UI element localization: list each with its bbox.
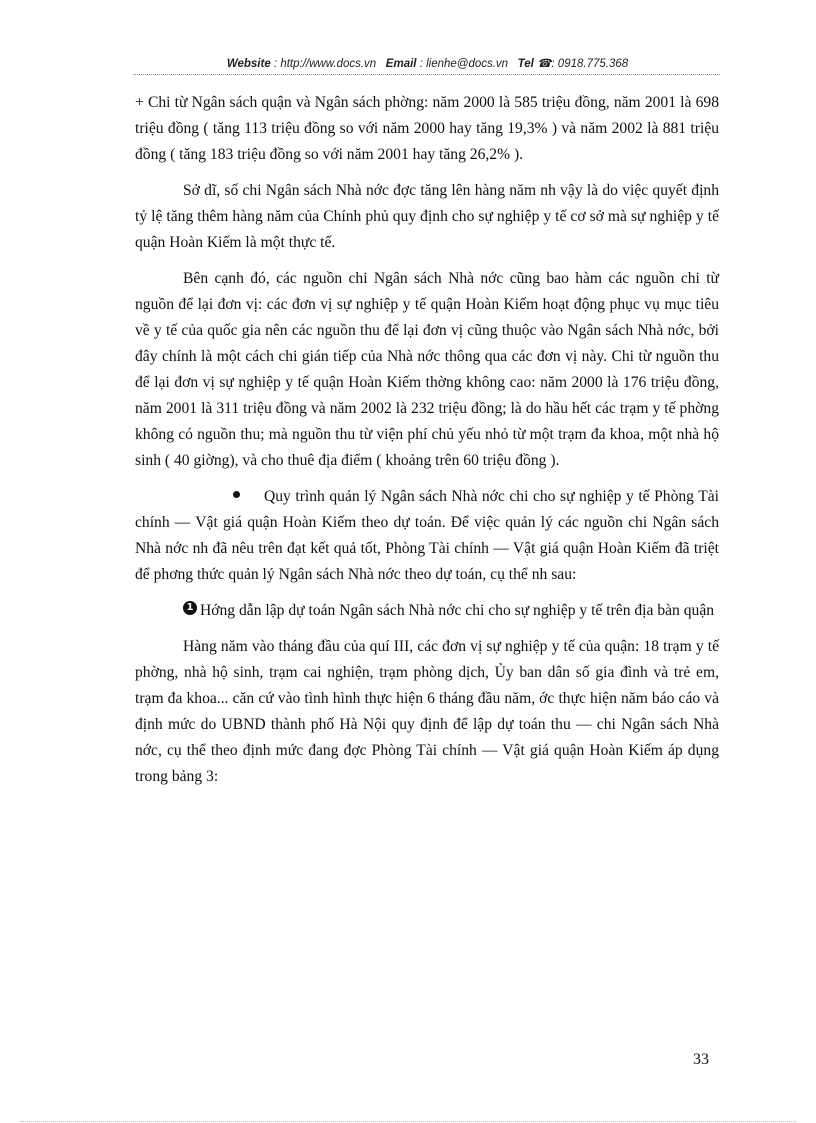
website-value: : http://www.docs.vn bbox=[273, 58, 377, 70]
tel-value: : 0918.775.368 bbox=[551, 58, 629, 70]
bullet-icon bbox=[233, 491, 240, 498]
paragraph-reason: Sở dĩ, số chi Ngân sách Nhà nớc đợc tăng lên hàng năm nh vậy là do việc quyết định tỷ lệ tăng thêm hàng năm của Chính phủ quy định cho sự nghiệp y tế cơ sở mà sự nghiệp y tế quận Hoàn Kiếm là một thực tế. bbox=[135, 182, 719, 251]
paragraph-annual-process: Hàng năm vào tháng đầu của quí III, các đơn vị sự nghiệp y tế của quận: 18 trạm y tế phờng, nhà hộ sinh, trạm cai nghiện, trạm phòng dịch, Ủy ban dân số gia đình và trẻ em, trạm đa khoa... căn cứ vào tình hình thực hiện 6 tháng đầu năm, ớc thực hiện năm báo cáo và định mức do UBND thành phố Hà Nội quy định để lập dự toán thu — chi Ngân sách Nhà nớc, cụ thể theo định mức đang đợc Phòng Tài chính — Vật giá quận Hoàn Kiếm áp dụng trong bảng 3: bbox=[135, 638, 719, 785]
website-label: Website bbox=[226, 58, 271, 70]
paragraph-other-sources: Bên cạnh đó, các nguồn chi Ngân sách Nhà nớc cũng bao hàm các nguồn chi từ nguồn để lại đơn vị: các đơn vị sự nghiệp y tế quận Hoàn Kiếm hoạt động phục vụ mục tiêu về y tế của quốc gia nên các nguồn thu để lại đơn vị cũng thuộc vào Ngân sách Nhà nớc, bởi đây chính là một cách chi gián tiếp của Nhà nớc thông qua các đơn vị này. Chi từ nguồn thu để lại đơn vị sự nghiệp y tế quận Hoàn Kiếm thờng không cao: năm 2000 là 176 triệu đồng, năm 2001 là 311 triệu đồng và năm 2002 là 232 triệu đồng; là do hầu hết các trạm y tế phờng không có nguồn thu; mà nguồn thu từ viện phí chủ yếu nhỏ từ một trạm đa khoa, một nhà hộ sinh ( 40 giờng), và cho thuê địa điểm ( khoảng trên 60 triệu đồng ). bbox=[135, 270, 719, 469]
paragraph-budget-figures: + Chi từ Ngân sách quận và Ngân sách phờng: năm 2000 là 585 triệu đồng, năm 2001 là 698 triệu đồng ( tăng 113 triệu đồng so với năm 2000 hay tăng 19,3% ) và năm 2002 là 881 triệu đồng ( tăng 183 triệu đồng so với năm 2001 hay tăng 26,2% ). bbox=[135, 94, 719, 163]
email-label: Email bbox=[385, 58, 417, 70]
header-divider bbox=[133, 74, 720, 75]
page-number: 33 bbox=[693, 1051, 709, 1068]
page-content bbox=[135, 90, 719, 800]
bullet-text: Quy trình quản lý Ngân sách Nhà nớc chi cho sự nghiệp y tế Phòng Tài chính — Vật giá quận Hoàn Kiếm theo dự toán. Để việc quản lý các nguồn chi Ngân sách Nhà nớc nh đã nêu trên đạt kết quả tốt, Phòng Tài chính — Vật giá quận Hoàn Kiếm đã triệt để phơng thức quản lý Ngân sách Nhà nớc theo dự toán, cụ thể nh sau: bbox=[135, 488, 719, 583]
phone-icon: ☎ bbox=[537, 58, 552, 70]
page-header bbox=[135, 56, 720, 70]
bullet-paragraph bbox=[135, 484, 719, 588]
number-circle-icon: 1 bbox=[183, 601, 197, 615]
numbered-item bbox=[135, 598, 719, 624]
numbered-item-text: Hớng dẫn lập dự toán Ngân sách Nhà nớc chi cho sự nghiệp y tế trên địa bàn quận bbox=[200, 602, 715, 619]
tel-label: Tel bbox=[517, 58, 534, 70]
footer-divider bbox=[20, 1121, 796, 1122]
email-value: : lienhe@docs.vn bbox=[419, 58, 509, 70]
